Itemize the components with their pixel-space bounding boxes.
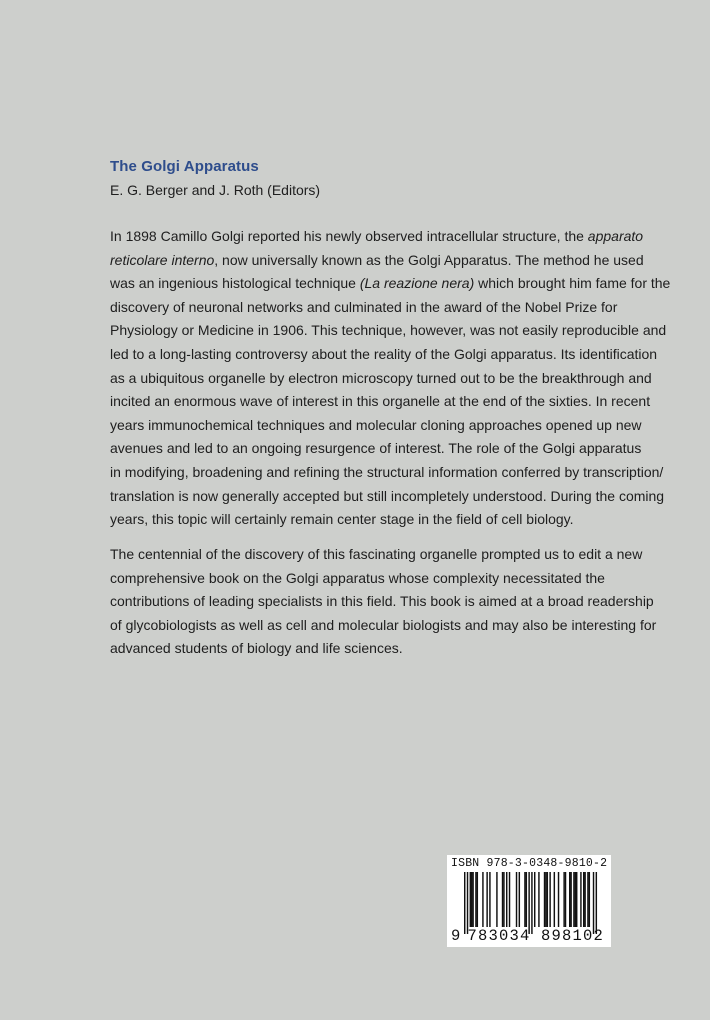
- barcode-bar: [482, 872, 483, 927]
- barcode-bar: [489, 872, 490, 927]
- barcode-bar: [472, 872, 473, 927]
- barcode-bar: [467, 872, 468, 934]
- text-line: discovery of neuronal networks and culminated in the award of the Nobel Prize for: [110, 298, 618, 315]
- barcode-bar: [528, 872, 529, 934]
- text-line: in modifying, broadening and refining the structural information conferred by transcription/: [110, 463, 664, 480]
- barcode-bar: [575, 872, 576, 927]
- barcode-bar: [584, 872, 585, 927]
- barcode-digits: 9 783034 898102: [451, 927, 605, 945]
- barcode-bar: [587, 872, 588, 927]
- barcode-bar: [471, 872, 472, 927]
- barcode-bar: [589, 872, 590, 927]
- barcode-bar: [569, 872, 570, 927]
- barcode-bar: [502, 872, 503, 927]
- text-line: Physiology or Medicine in 1906. This technique, however, was not easily reproducible and: [110, 322, 667, 339]
- text-line: led to a long-lasting controversy about the reality of the Golgi apparatus. Its identification: [110, 345, 658, 362]
- barcode-bar: [544, 872, 545, 927]
- barcode-bar: [554, 872, 555, 927]
- text-line: In 1898 Camillo Golgi reported his newly observed intracellular structure, the apparato: [110, 228, 644, 244]
- description-paragraph-1: [110, 225, 671, 532]
- book-title: The Golgi Apparatus: [110, 158, 259, 175]
- barcode-bar: [563, 872, 564, 927]
- isbn-label: ISBN 978-3-0348-9810-2: [451, 857, 608, 870]
- barcode-bar: [565, 872, 566, 927]
- text-line: of glycobiologists as well as cell and molecular biologists and may also be interesting for: [110, 616, 657, 633]
- text-line: comprehensive book on the Golgi apparatus whose complexity necessitated the: [110, 569, 605, 586]
- barcode-bar: [549, 872, 550, 927]
- barcode-bar: [526, 872, 527, 927]
- barcode-bar: [516, 872, 517, 927]
- barcode-bar: [580, 872, 581, 927]
- text-line: contributions of leading specialists in this field. This book is aimed at a broad readership: [110, 593, 654, 610]
- barcode-bar: [486, 872, 487, 927]
- text-line: reticolare interno, now universally known as the Golgi Apparatus. The method he used: [110, 251, 644, 268]
- barcode-bar: [570, 872, 571, 927]
- barcode-bar: [593, 872, 594, 934]
- barcode-bar: [534, 872, 535, 927]
- barcode-bar: [503, 872, 504, 927]
- barcode-bar: [519, 872, 520, 927]
- barcode-bar: [538, 872, 539, 927]
- description-paragraph-2: [110, 543, 657, 661]
- barcode-bar: [576, 872, 577, 927]
- text-line: years immunochemical techniques and molecular cloning approaches opened up new: [110, 416, 642, 433]
- barcode-bar: [545, 872, 546, 927]
- barcode-bar: [547, 872, 548, 927]
- text-line: advanced students of biology and life sciences.: [110, 640, 403, 657]
- text-line: The centennial of the discovery of this fascinating organelle prompted us to edit a new: [110, 546, 643, 562]
- text-line: avenues and led to an ongoing resurgence of interest. The role of the Golgi apparatus: [110, 440, 642, 457]
- text-line: years, this topic will certainly remain center stage in the field of cell biology.: [110, 511, 574, 528]
- barcode-bar: [509, 872, 510, 927]
- text-line: as a ubiquitous organelle by electron microscopy turned out to be the breakthrough and: [110, 369, 652, 386]
- book-editors: E. G. Berger and J. Roth (Editors): [110, 182, 321, 198]
- barcode-bar: [506, 872, 507, 927]
- text-line: was an ingenious histological technique (La reazione nera) which brought him fame for the: [110, 275, 671, 292]
- barcode-bar: [596, 872, 597, 934]
- barcode-bar: [583, 872, 584, 927]
- text-line: incited an enormous wave of interest in this organelle at the end of the sixties. In recent: [110, 393, 651, 410]
- barcode-bar: [475, 872, 476, 927]
- barcode-bar: [558, 872, 559, 927]
- barcode-bar: [524, 872, 525, 927]
- barcode-bar: [477, 872, 478, 927]
- barcode-bar: [496, 872, 497, 927]
- text-line: translation is now generally accepted but still incompletely understood. During the coming: [110, 487, 665, 504]
- barcode-bar: [470, 872, 471, 927]
- barcode-bar: [573, 872, 574, 927]
- barcode-bar: [464, 872, 465, 934]
- barcode-bar: [531, 872, 532, 934]
- isbn-barcode: [447, 855, 611, 947]
